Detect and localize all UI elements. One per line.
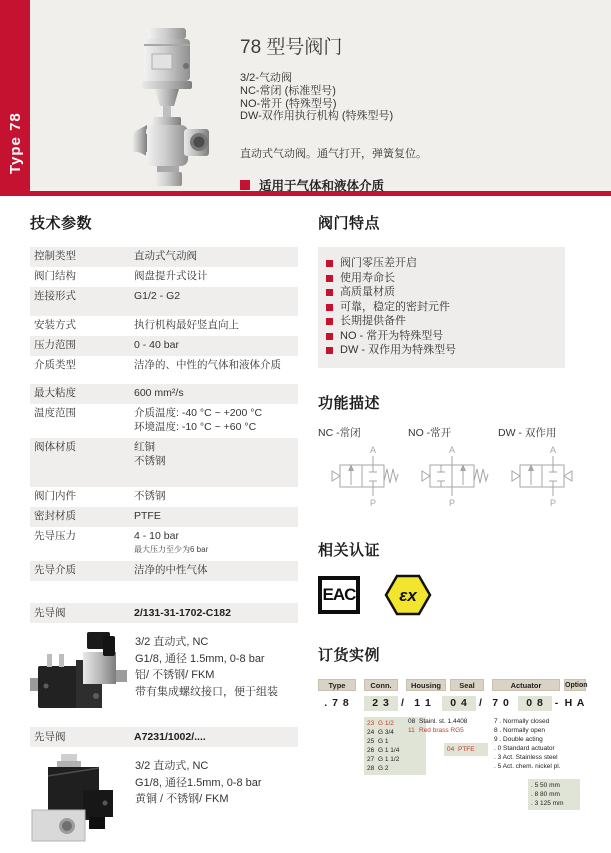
code-option: H A: [564, 696, 586, 709]
svg-text:P: P: [448, 497, 456, 508]
features-heading: 阀门特点: [318, 215, 381, 232]
housing-option: 11 Red brass RG5: [408, 726, 464, 734]
table-row: [30, 287, 298, 316]
feature-item: [326, 330, 557, 344]
row-label: 先导阀: [34, 607, 66, 619]
pilot-valve-1-code: 2/131-31-1702-C182: [134, 607, 231, 619]
pilot-valve-2-block: [30, 754, 298, 847]
svg-text:P: P: [369, 497, 377, 508]
spec-line: 3/2 直动式, NC: [135, 636, 209, 648]
actuator-option: 8 . Normally open: [494, 726, 545, 734]
pilot-valve-2-image: [30, 754, 135, 847]
pilot-valve-1-block: [30, 630, 298, 721]
row-value: 600 mm²/s: [134, 387, 184, 399]
pilot-valve-2-specs: [135, 754, 262, 847]
row-label: 密封材质: [34, 510, 76, 522]
row-value: 不锈钢: [134, 455, 166, 467]
actuator-option: 7 . Normally closed: [494, 717, 550, 725]
feature-text: 使用寿命长: [340, 271, 395, 284]
table-row: [30, 507, 298, 527]
feature-item: [326, 286, 557, 300]
function-summary: 直动式气动阀。通气打开，弹簧复位。: [240, 148, 427, 161]
code-actuator-2: 0 8: [518, 696, 552, 711]
code-separator: /: [401, 696, 405, 709]
actuator-options-list: [494, 717, 586, 771]
spec-line: 带有集成螺纹接口，便于组装: [135, 685, 278, 698]
row-label: 控制类型: [34, 250, 76, 262]
tech-table: [30, 247, 298, 847]
right-column: [318, 212, 588, 819]
feature-text: NO - 常开为特殊型号: [340, 329, 444, 342]
symbol-dw: [498, 425, 588, 523]
functions-heading: 功能描述: [318, 394, 381, 412]
feature-item: [326, 315, 557, 329]
row-label: 先导介质: [34, 564, 76, 576]
certs-heading: 相关认证: [318, 541, 381, 559]
spec-line: 黄铜 / 不锈钢/ FKM: [135, 793, 229, 805]
table-gap: [30, 376, 298, 384]
pilot-valve-2-row: [30, 727, 298, 747]
feature-text: 可靠，稳定的密封元件: [340, 300, 450, 313]
spec-line: G1/8, 通径1.5mm, 0-8 bar: [135, 776, 262, 789]
housing-options-list: [408, 717, 490, 735]
header-text-block: [240, 32, 580, 194]
row-label: 先导阀: [34, 731, 66, 743]
table-row: [30, 487, 298, 507]
variant-lines: [240, 72, 580, 123]
function-symbols: [318, 425, 588, 523]
order-header-type: Type: [318, 679, 356, 691]
variant-line: 3/2-气动阀: [240, 72, 292, 84]
variant-line: DW-双作用执行机构 (特殊型号): [240, 110, 394, 123]
row-value: 洁净的、中性的气体和液体介质: [134, 359, 281, 371]
order-header-actuator: Actuator: [492, 679, 560, 691]
size-option: . 8 80 mm: [531, 790, 560, 798]
row-note: 最大压力至少为6 bar: [134, 545, 209, 554]
row-value: G1/2 - G2: [134, 290, 181, 302]
feature-text: 长期提供备件: [340, 315, 406, 327]
row-value: 执行机构最好竖直向上: [134, 319, 239, 331]
certification-logos: [318, 574, 588, 616]
pilot-valve-1-image: [30, 630, 135, 721]
code-type: . 7 8: [324, 696, 350, 709]
media-highlight-text: 适用于气体和液体介质: [259, 179, 385, 194]
feature-item: [326, 272, 557, 286]
row-label: 先导压力: [34, 530, 76, 542]
svg-text:A: A: [549, 444, 557, 455]
code-separator: -: [554, 696, 560, 709]
row-label: 介质类型: [34, 359, 76, 371]
code-seal: 0 4: [442, 696, 476, 711]
table-row: [30, 356, 298, 376]
code-conn: 2 3: [364, 696, 398, 711]
red-square-bullet-icon: [326, 347, 333, 354]
code-actuator-1: 7 0: [492, 696, 510, 709]
row-value: 0 - 40 bar: [134, 339, 179, 351]
seal-option: 04 PTFE: [447, 745, 475, 753]
spec-line: 3/2 直动式, NC: [135, 760, 209, 772]
row-value: 不锈钢: [134, 490, 166, 502]
red-square-bullet-icon: [326, 260, 333, 267]
red-square-bullet-icon: [326, 333, 333, 340]
row-label: 连接形式: [34, 290, 76, 302]
nc-valve-symbol-icon: [318, 444, 406, 518]
conn-option: 25 G 1: [367, 737, 389, 745]
order-header-seal: Seal: [450, 679, 484, 691]
actuator-option: . 5 Act. chem. nickel pl.: [494, 762, 561, 770]
row-label: 阀体材质: [34, 441, 76, 453]
row-value: 介质温度: -40 °C ~ +200 °C: [134, 407, 263, 419]
spec-line: 铝/ 不锈钢/ FKM: [135, 669, 215, 681]
feature-item: [326, 257, 557, 271]
feature-item: [326, 301, 557, 315]
order-header-conn: Conn.: [364, 679, 398, 691]
table-row: [30, 561, 298, 581]
page-title: 78 型号阀门: [240, 37, 343, 58]
features-box: [318, 247, 565, 368]
row-label: 安装方式: [34, 319, 76, 331]
actuator-option: 9 . Double acting: [494, 735, 543, 743]
type-sidebar-label: Type 78: [7, 112, 24, 174]
red-square-bullet-icon: [326, 304, 333, 311]
row-value: 红铜: [134, 441, 155, 453]
svg-text:A: A: [448, 444, 456, 455]
red-square-bullet-icon: [326, 289, 333, 296]
row-value: 直动式气动阀: [134, 250, 197, 262]
variant-line: NC-常闭 (标准型号): [240, 84, 336, 97]
ordering-code-diagram: [318, 679, 586, 819]
symbol-nc-label: NC -常闭: [318, 426, 361, 439]
conn-option: 27 G 1 1/2: [367, 755, 400, 763]
pilot-valve-1-specs: [135, 630, 278, 721]
row-value: PTFE: [134, 510, 161, 522]
table-row: [30, 384, 298, 404]
row-value: 环境温度: -10 °C ~ +60 °C: [134, 421, 257, 433]
code-housing: 1 1: [414, 696, 432, 709]
housing-option: 08 Stainl. st. 1.4408: [408, 717, 468, 725]
size-options-box: [528, 779, 580, 810]
red-square-bullet-icon: [326, 275, 333, 282]
actuator-option: . 3 Act. Stainless steel: [494, 753, 558, 761]
table-row: [30, 438, 298, 487]
size-option: . 5 50 mm: [531, 781, 560, 789]
valve-product-image: [110, 26, 222, 193]
svg-text:A: A: [369, 444, 377, 455]
pilot-valve-2-code: A7231/1002/....: [134, 731, 206, 743]
row-label: 最大粘度: [34, 387, 76, 399]
row-label: 压力范围: [34, 339, 76, 351]
feature-text: 阀门零压差开启: [340, 257, 417, 269]
row-value: 4 - 10 bar: [134, 530, 179, 542]
symbol-nc: [318, 425, 408, 523]
row-label: 阀门结构: [34, 270, 76, 282]
table-row: [30, 267, 298, 287]
actuator-option: . 0 Standard actuator: [494, 744, 555, 752]
table-row: [30, 527, 298, 561]
table-row: [30, 336, 298, 356]
row-value: 阀盘提升式设计: [134, 270, 208, 282]
table-row: [30, 404, 298, 438]
conn-option: 23 G 1/2: [367, 719, 394, 727]
red-square-bullet-icon: [240, 180, 250, 190]
symbol-dw-label: DW - 双作用: [498, 426, 557, 439]
svg-text:P: P: [549, 497, 557, 508]
feature-text: 高质量材质: [340, 286, 395, 298]
eac-text: EAC: [322, 584, 356, 604]
feature-item: [326, 344, 557, 358]
order-header-option: Option: [564, 679, 586, 691]
row-label: 阀门内件: [34, 490, 76, 502]
symbol-no-label: NO -常开: [408, 426, 452, 439]
conn-option: 24 G 3/4: [367, 728, 394, 736]
conn-option: 26 G 1 1/4: [367, 746, 400, 754]
table-row: [30, 247, 298, 267]
no-valve-symbol-icon: [408, 444, 496, 518]
eac-mark-icon: [318, 576, 360, 614]
variant-line: NO-常开 (特殊型号): [240, 97, 337, 110]
media-highlight: [240, 176, 580, 194]
feature-text: DW - 双作用为特殊型号: [340, 344, 457, 356]
pilot-valve-1-row: [30, 603, 298, 623]
table-gap: [30, 581, 298, 603]
red-square-bullet-icon: [326, 318, 333, 325]
technical-data-column: [30, 212, 298, 853]
row-label: 温度范围: [34, 407, 76, 419]
type-sidebar: [0, 0, 30, 191]
atex-ex-mark-icon: [384, 574, 432, 616]
size-option: . 3 125 mm: [531, 799, 564, 807]
ordering-heading: 订货实例: [318, 646, 381, 664]
row-value: 洁净的中性气体: [134, 564, 208, 576]
code-separator: /: [479, 696, 483, 709]
symbol-no: [408, 425, 498, 523]
conn-option: 28 G 2: [367, 764, 389, 772]
dw-valve-symbol-icon: [498, 444, 586, 518]
order-header-housing: Housing: [406, 679, 446, 691]
tech-heading: 技术参数: [30, 215, 93, 232]
seal-option-box: [444, 743, 488, 756]
svg-text:εx: εx: [399, 585, 417, 605]
table-row: [30, 316, 298, 336]
spec-line: G1/8, 通径 1.5mm, 0-8 bar: [135, 652, 265, 665]
